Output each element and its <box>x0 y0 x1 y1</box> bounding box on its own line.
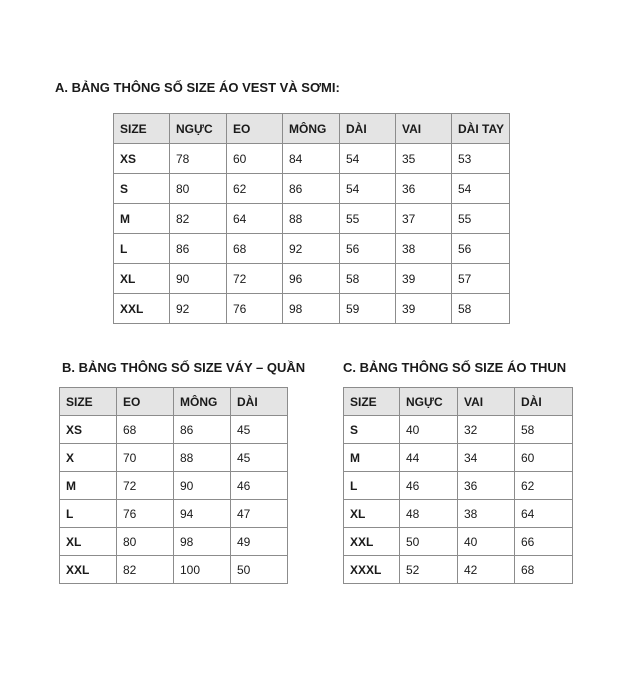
table-row <box>60 416 288 444</box>
measurement-cell: 98 <box>283 294 340 324</box>
measurement-cell: 88 <box>283 204 340 234</box>
table-row <box>60 556 288 584</box>
measurement-cell: 72 <box>227 264 283 294</box>
measurement-cell: 36 <box>396 174 452 204</box>
measurement-cell: 80 <box>170 174 227 204</box>
size-label-cell: S <box>344 416 400 444</box>
size-label-cell: XS <box>60 416 117 444</box>
vest-shirt-size-title: A. BẢNG THÔNG SỐ SIZE ÁO VEST VÀ SƠMI: <box>55 80 340 95</box>
measurement-cell: 76 <box>117 500 174 528</box>
measurement-cell: 38 <box>396 234 452 264</box>
size-label-cell: XXL <box>344 528 400 556</box>
table-body <box>60 416 288 584</box>
size-label-cell: XS <box>114 144 170 174</box>
measurement-cell: 80 <box>117 528 174 556</box>
column-header: DÀI <box>515 388 573 416</box>
size-label-cell: S <box>114 174 170 204</box>
measurement-cell: 55 <box>452 204 510 234</box>
size-label-cell: XL <box>344 500 400 528</box>
size-label-cell: M <box>114 204 170 234</box>
measurement-cell: 56 <box>452 234 510 264</box>
measurement-cell: 100 <box>174 556 231 584</box>
column-header: VAI <box>458 388 515 416</box>
size-label-cell: L <box>114 234 170 264</box>
table-header <box>344 388 573 416</box>
column-header: SIZE <box>344 388 400 416</box>
measurement-cell: 50 <box>231 556 288 584</box>
measurement-cell: 45 <box>231 444 288 472</box>
table-row <box>344 500 573 528</box>
table-header <box>60 388 288 416</box>
measurement-cell: 39 <box>396 264 452 294</box>
measurement-cell: 82 <box>117 556 174 584</box>
measurement-cell: 60 <box>515 444 573 472</box>
size-label-cell: L <box>344 472 400 500</box>
table-row <box>114 264 510 294</box>
measurement-cell: 49 <box>231 528 288 556</box>
table-body <box>114 144 510 324</box>
table-row <box>344 556 573 584</box>
measurement-cell: 47 <box>231 500 288 528</box>
measurement-cell: 36 <box>458 472 515 500</box>
column-header: MÔNG <box>283 114 340 144</box>
header-row <box>344 388 573 416</box>
measurement-cell: 86 <box>283 174 340 204</box>
tshirt-size-title: C. BẢNG THÔNG SỐ SIZE ÁO THUN <box>343 360 567 375</box>
measurement-cell: 54 <box>340 174 396 204</box>
table-row <box>114 144 510 174</box>
table-row <box>114 294 510 324</box>
measurement-cell: 42 <box>458 556 515 584</box>
table-body <box>344 416 573 584</box>
size-label-cell: XXXL <box>344 556 400 584</box>
measurement-cell: 40 <box>400 416 458 444</box>
measurement-cell: 35 <box>396 144 452 174</box>
table-row <box>344 444 573 472</box>
measurement-cell: 72 <box>117 472 174 500</box>
measurement-cell: 58 <box>452 294 510 324</box>
skirt-pants-size-title: B. BẢNG THÔNG SỐ SIZE VÁY – QUẦN <box>62 360 306 375</box>
measurement-cell: 82 <box>170 204 227 234</box>
table-row <box>344 472 573 500</box>
measurement-cell: 48 <box>400 500 458 528</box>
size-label-cell: XXL <box>60 556 117 584</box>
measurement-cell: 60 <box>227 144 283 174</box>
measurement-cell: 64 <box>227 204 283 234</box>
measurement-cell: 58 <box>515 416 573 444</box>
measurement-cell: 84 <box>283 144 340 174</box>
measurement-cell: 86 <box>170 234 227 264</box>
measurement-cell: 68 <box>515 556 573 584</box>
size-label-cell: M <box>344 444 400 472</box>
measurement-cell: 37 <box>396 204 452 234</box>
measurement-cell: 90 <box>174 472 231 500</box>
measurement-cell: 58 <box>340 264 396 294</box>
measurement-cell: 39 <box>396 294 452 324</box>
measurement-cell: 40 <box>458 528 515 556</box>
measurement-cell: 90 <box>170 264 227 294</box>
measurement-cell: 78 <box>170 144 227 174</box>
measurement-cell: 46 <box>400 472 458 500</box>
skirt-pants-size-table <box>59 387 288 584</box>
measurement-cell: 70 <box>117 444 174 472</box>
measurement-cell: 56 <box>340 234 396 264</box>
column-header: NGỰC <box>170 114 227 144</box>
size-label-cell: X <box>60 444 117 472</box>
measurement-cell: 92 <box>283 234 340 264</box>
measurement-cell: 92 <box>170 294 227 324</box>
column-header: DÀI TAY <box>452 114 510 144</box>
table-row <box>60 528 288 556</box>
measurement-cell: 94 <box>174 500 231 528</box>
measurement-cell: 57 <box>452 264 510 294</box>
measurement-cell: 59 <box>340 294 396 324</box>
size-label-cell: XL <box>60 528 117 556</box>
measurement-cell: 52 <box>400 556 458 584</box>
table-row <box>60 472 288 500</box>
header-row <box>60 388 288 416</box>
table-row <box>114 174 510 204</box>
measurement-cell: 88 <box>174 444 231 472</box>
table-row <box>60 500 288 528</box>
measurement-cell: 96 <box>283 264 340 294</box>
measurement-cell: 98 <box>174 528 231 556</box>
measurement-cell: 50 <box>400 528 458 556</box>
size-label-cell: M <box>60 472 117 500</box>
column-header: SIZE <box>60 388 117 416</box>
column-header: MÔNG <box>174 388 231 416</box>
table-row <box>60 444 288 472</box>
column-header: VAI <box>396 114 452 144</box>
measurement-cell: 76 <box>227 294 283 324</box>
measurement-cell: 46 <box>231 472 288 500</box>
table-row <box>344 528 573 556</box>
column-header: EO <box>117 388 174 416</box>
size-label-cell: XXL <box>114 294 170 324</box>
measurement-cell: 44 <box>400 444 458 472</box>
column-header: EO <box>227 114 283 144</box>
table-row <box>344 416 573 444</box>
measurement-cell: 54 <box>340 144 396 174</box>
table-header <box>114 114 510 144</box>
measurement-cell: 32 <box>458 416 515 444</box>
measurement-cell: 53 <box>452 144 510 174</box>
measurement-cell: 55 <box>340 204 396 234</box>
size-label-cell: XL <box>114 264 170 294</box>
measurement-cell: 62 <box>515 472 573 500</box>
header-row <box>114 114 510 144</box>
column-header: DÀI <box>340 114 396 144</box>
vest-shirt-size-table <box>113 113 510 324</box>
size-label-cell: L <box>60 500 117 528</box>
measurement-cell: 45 <box>231 416 288 444</box>
measurement-cell: 62 <box>227 174 283 204</box>
measurement-cell: 66 <box>515 528 573 556</box>
tshirt-size-table <box>343 387 573 584</box>
measurement-cell: 64 <box>515 500 573 528</box>
table-row <box>114 204 510 234</box>
measurement-cell: 68 <box>227 234 283 264</box>
measurement-cell: 34 <box>458 444 515 472</box>
measurement-cell: 86 <box>174 416 231 444</box>
measurement-cell: 54 <box>452 174 510 204</box>
column-header: SIZE <box>114 114 170 144</box>
table-row <box>114 234 510 264</box>
measurement-cell: 68 <box>117 416 174 444</box>
column-header: DÀI <box>231 388 288 416</box>
column-header: NGỰC <box>400 388 458 416</box>
measurement-cell: 38 <box>458 500 515 528</box>
